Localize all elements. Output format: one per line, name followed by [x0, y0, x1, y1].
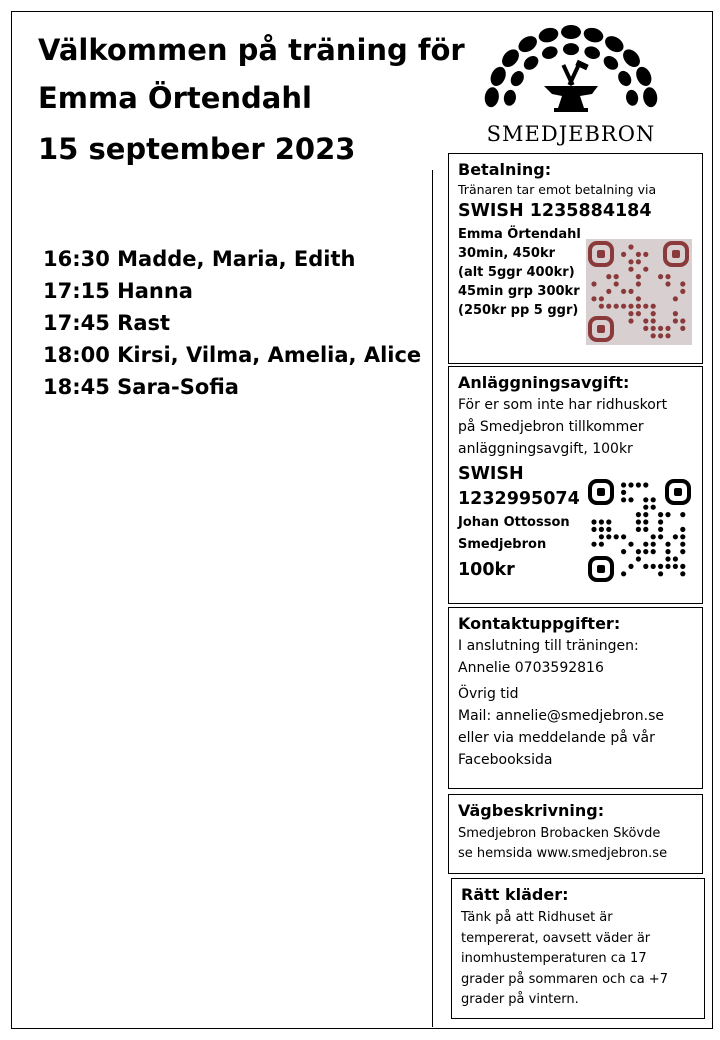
payment-heading: Betalning: [458, 160, 552, 179]
schedule-list [43, 243, 421, 403]
directions-website[interactable]: se hemsida www.smedjebron.se [458, 846, 668, 861]
facility-qr-code[interactable] [586, 477, 694, 585]
directions-box [448, 794, 703, 874]
schedule-item: 18:45 Sara-Sofia [43, 375, 239, 399]
clothing-line: grader på vintern. [461, 992, 579, 1007]
logo-text: SMEDJEBRON [486, 122, 656, 146]
clothing-line: grader på sommaren och ca +7 [461, 971, 668, 987]
payment-line: (alt 5ggr 400kr) [458, 265, 575, 280]
clothing-box [451, 878, 705, 1019]
facility-text-line: på Smedjebron tillkommer [458, 419, 644, 435]
contact-line: I anslutning till träningen: [458, 638, 639, 654]
directions-line: Smedjebron Brobacken Skövde [458, 826, 661, 841]
bridge-anvil-icon [468, 16, 674, 122]
contact-line: Annelie 0703592816 [458, 660, 604, 676]
facility-payee: Smedjebron [458, 537, 547, 552]
schedule-item: 18:00 Kirsi, Vilma, Amelia, Alice [43, 343, 422, 367]
schedule-item: 17:45 Rast [43, 311, 171, 335]
facility-payee: Johan Ottosson [458, 515, 570, 530]
directions-heading: Vägbeskrivning: [458, 801, 605, 820]
clothing-line: tempererat, oavsett väder är [461, 930, 651, 946]
facility-text-line: anläggningsavgift, 100kr [458, 441, 633, 457]
payment-swish: SWISH 1235884184 [458, 201, 652, 221]
trainer-name: Emma Örtendahl [38, 81, 312, 115]
facility-amount: 100kr [458, 560, 515, 580]
contact-line: eller via meddelande på vår [458, 730, 655, 746]
training-date: 15 september 2023 [38, 132, 356, 166]
payment-line: Emma Örtendahl [458, 227, 581, 242]
column-divider [432, 170, 433, 1027]
contact-heading: Kontaktuppgifter: [458, 614, 621, 633]
smedjebron-logo [468, 16, 674, 152]
clothing-line: Tänk på att Ridhuset är [461, 910, 613, 925]
welcome-line: Välkommen på träning för [38, 33, 465, 67]
facility-swish-number: 1232995074 [458, 489, 580, 509]
schedule-item: 17:15 Hanna [43, 279, 193, 303]
contact-email[interactable]: Mail: annelie@smedjebron.se [458, 708, 665, 724]
contact-line: Facebooksida [458, 752, 553, 768]
schedule-item: 16:30 Madde, Maria, Edith [43, 247, 356, 271]
payment-line: 30min, 450kr [458, 246, 556, 261]
contact-line: Övrig tid [458, 686, 519, 702]
payment-line: (250kr pp 5 ggr) [458, 303, 579, 318]
payment-line: 45min grp 300kr [458, 284, 580, 299]
payment-qr-code[interactable] [586, 239, 694, 345]
facility-text-line: För er som inte har ridhuskort [458, 397, 668, 413]
facility-swish-label: SWISH [458, 464, 524, 484]
clothing-line: inomhustemperaturen ca 17 [461, 951, 647, 966]
contact-box [448, 607, 703, 789]
payment-intro: Tränaren tar emot betalning via [458, 182, 657, 197]
clothing-heading: Rätt kläder: [461, 885, 569, 904]
facility-heading: Anläggningsavgift: [458, 373, 630, 392]
